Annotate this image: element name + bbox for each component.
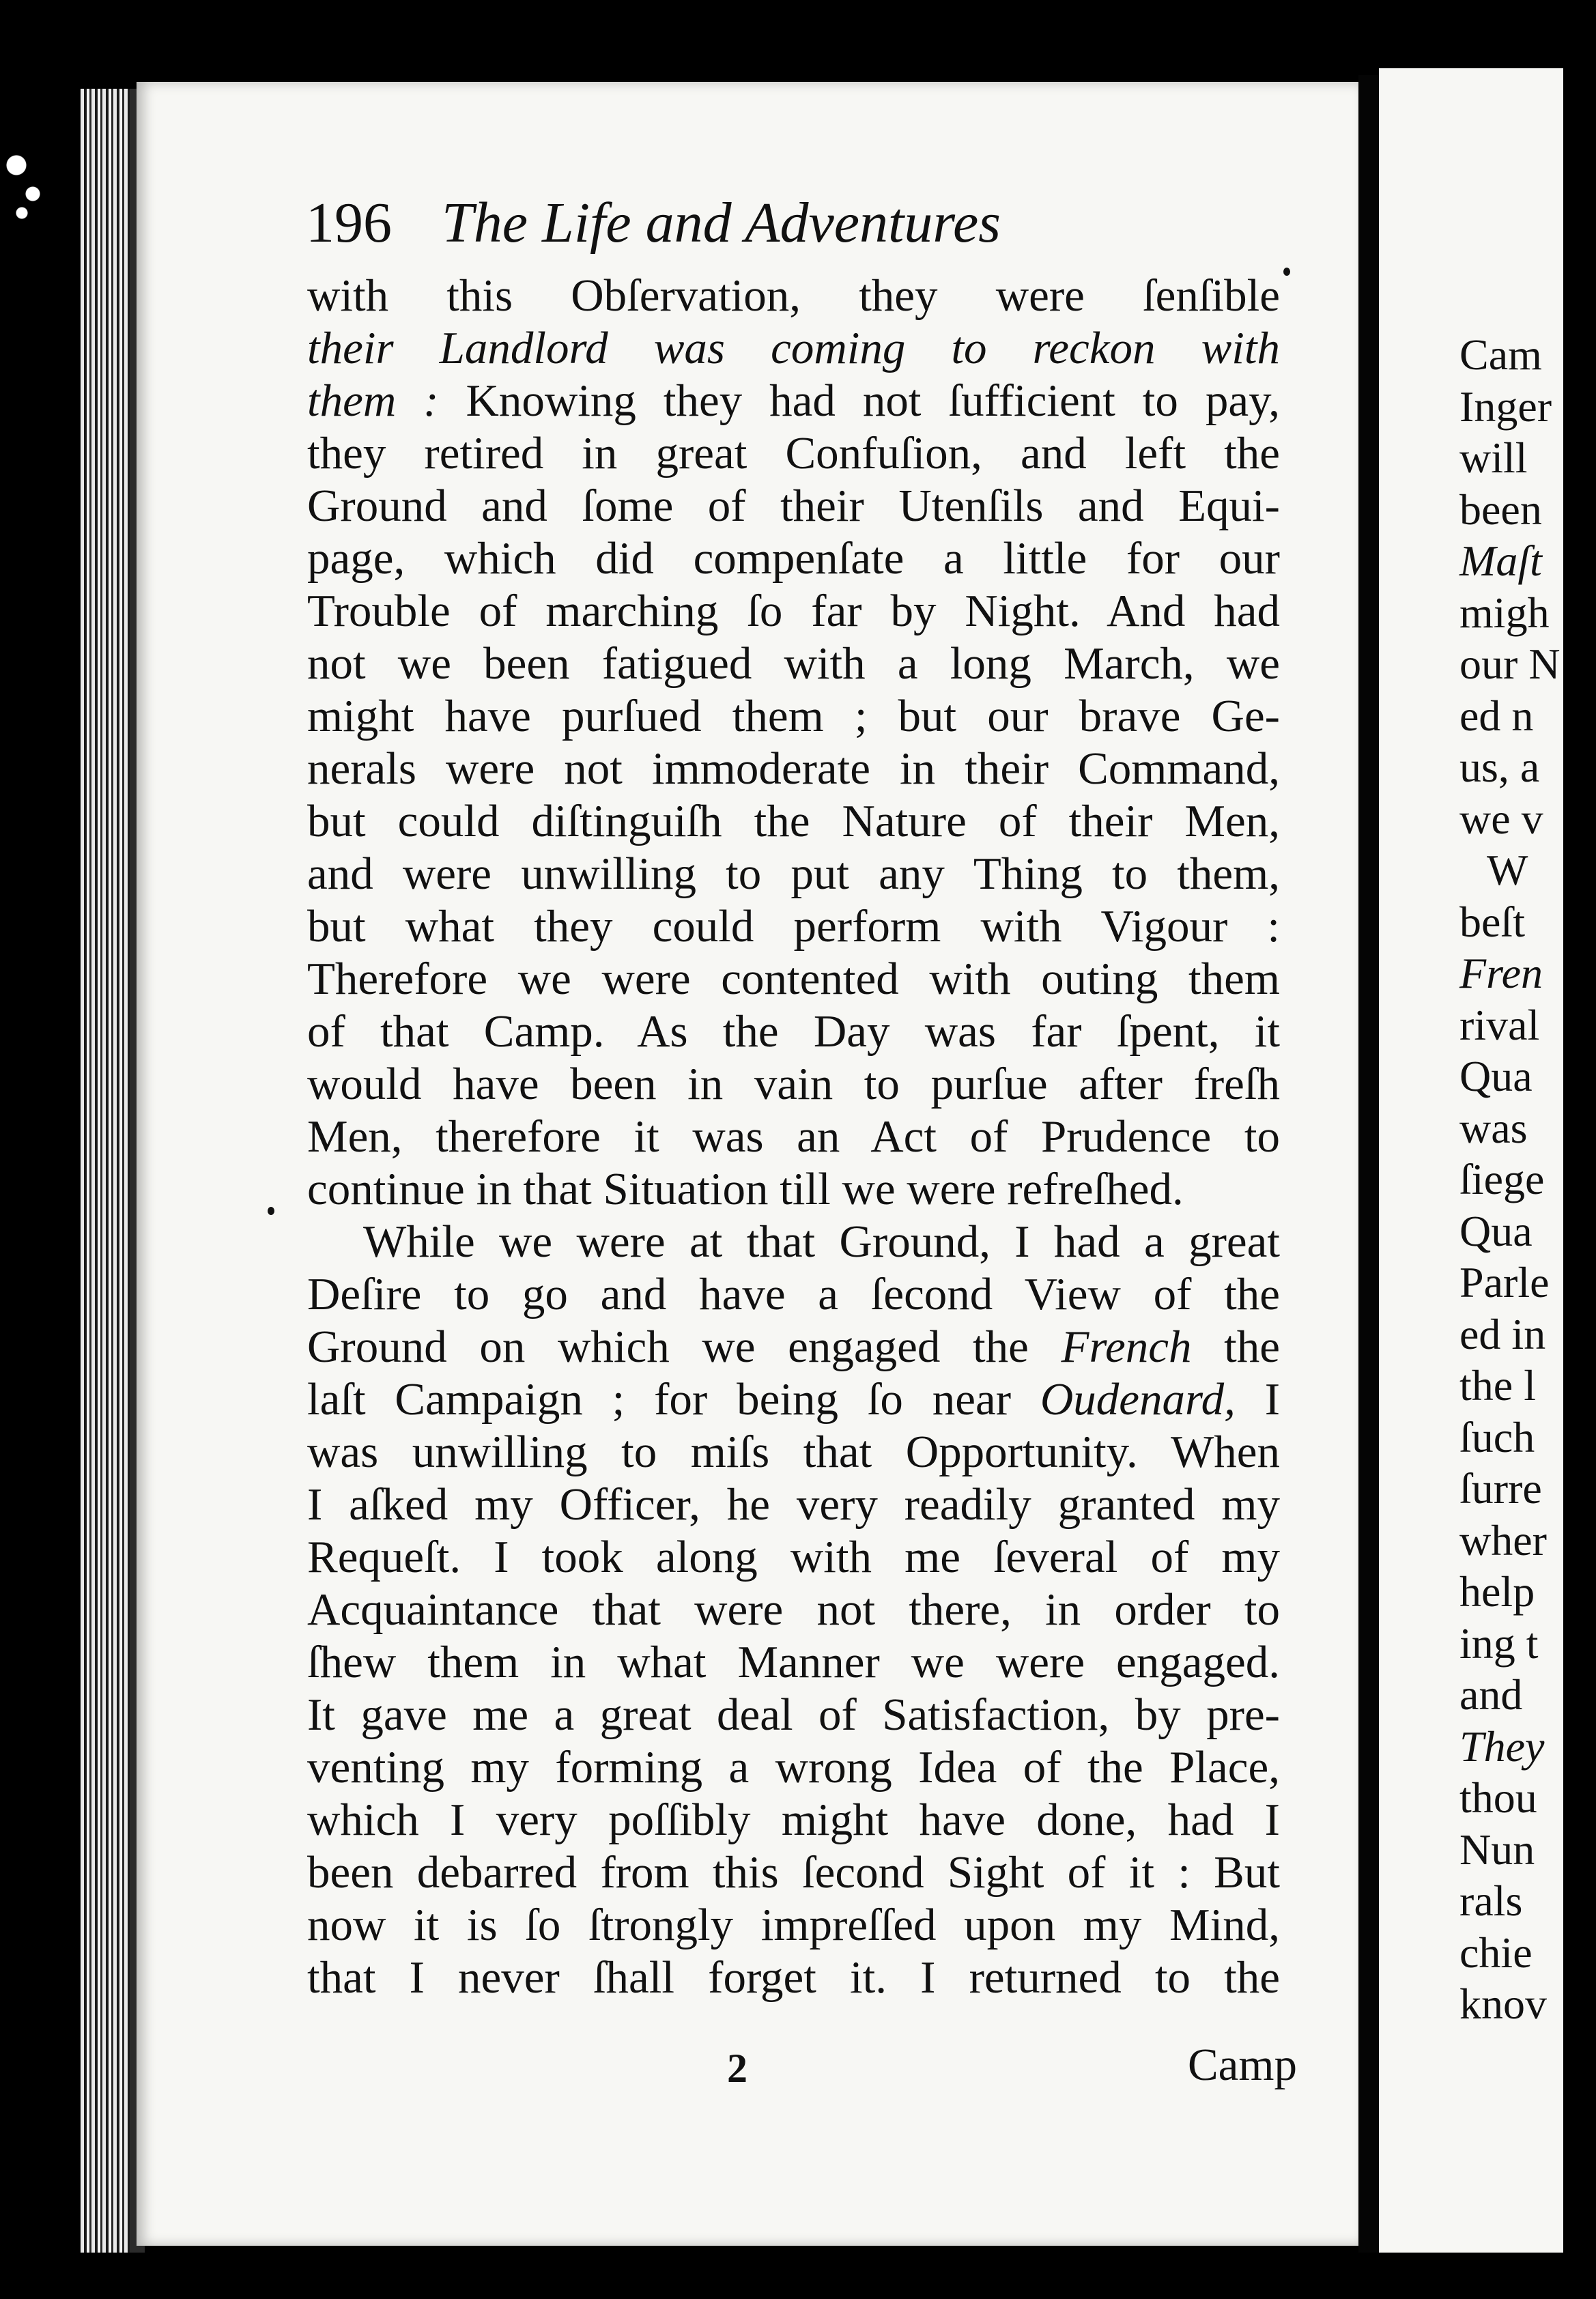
text-line: Deſire to go and have a ſecond View of the <box>307 1269 1280 1319</box>
facing-line: was <box>1459 1103 1528 1152</box>
text-line: now it is ſo ſtrongly impreſſed upon my Mind, <box>307 1900 1280 1950</box>
line-text: I <box>1264 1374 1280 1425</box>
signature-mark: 2 <box>727 2046 747 2091</box>
text-line: page, which did compenſate a little for our <box>307 533 1280 584</box>
text-line: been debarred from this ſecond Sight of it : But <box>307 1847 1280 1898</box>
text-line <box>307 375 1280 427</box>
facing-line: chie <box>1459 1928 1533 1977</box>
facing-line: Qua <box>1459 1206 1533 1255</box>
text-line: Therefore we were contented with outing them <box>307 954 1280 1004</box>
facing-line: Nun <box>1459 1825 1535 1874</box>
line-text: the <box>1224 1322 1281 1372</box>
facing-page <box>1379 68 1563 2253</box>
facing-line: Parle <box>1459 1258 1550 1306</box>
stray-mark <box>268 1207 274 1215</box>
italic-word: French <box>1061 1322 1192 1372</box>
text-line: their Landlord was coming to reckon with <box>307 323 1280 373</box>
line-text: laſt Campaign ; for being ſo near <box>307 1374 1012 1425</box>
facing-line: ing t <box>1459 1618 1539 1668</box>
facing-line: ed n <box>1459 691 1534 740</box>
facing-line: ſiege <box>1459 1155 1545 1203</box>
text-line <box>307 1321 1280 1373</box>
facing-line: rals <box>1459 1876 1523 1925</box>
text-line: Requeſt. I took along with me ſeveral of my <box>307 1532 1280 1582</box>
facing-line: migh <box>1459 588 1550 637</box>
text-line: Acquaintance that were not there, in order to <box>307 1584 1280 1635</box>
text-line: with this Obſervation, they were ſenſible <box>307 270 1280 321</box>
italic-word: Oudenard, <box>1040 1374 1236 1425</box>
italic-phrase: them : <box>307 375 439 426</box>
text-line: continue in that Situation till we were refreſhed. <box>307 1164 1184 1214</box>
facing-line: knov <box>1459 1980 1547 2028</box>
facing-line: beſt <box>1459 897 1525 946</box>
text-line: I aſked my Officer, he very readily granted my <box>307 1479 1280 1530</box>
facing-line: ſuch <box>1459 1412 1535 1461</box>
text-line: It gave me a great deal of Satisfaction, by pre- <box>307 1689 1280 1740</box>
facing-line: Cam <box>1459 330 1542 379</box>
facing-line: ed in <box>1459 1309 1546 1358</box>
facing-line: we v <box>1459 794 1543 843</box>
facing-line: wher <box>1459 1515 1547 1565</box>
facing-line: will <box>1459 433 1528 482</box>
facing-line: Qua <box>1459 1052 1533 1100</box>
facing-line: W <box>1487 846 1528 894</box>
text-line: would have been in vain to purſue after freſh <box>307 1059 1280 1109</box>
facing-line: the l <box>1459 1361 1536 1410</box>
facing-line: ſurre <box>1459 1464 1542 1513</box>
facing-line: They <box>1459 1722 1545 1771</box>
text-line: nerals were not immoderate in their Command, <box>307 743 1280 794</box>
text-line: might have purſued them ; but our brave Ge- <box>307 691 1280 741</box>
body-text <box>307 270 1280 2004</box>
text-line: but could diſtinguiſh the Nature of their Men, <box>307 796 1280 846</box>
text-line: but what they could perform with Vigour : <box>307 901 1280 952</box>
facing-line: us, a <box>1459 743 1540 791</box>
stray-mark <box>1283 268 1290 276</box>
facing-line: been <box>1459 485 1542 534</box>
text-line: which I very poſſibly might have done, had I <box>307 1795 1280 1845</box>
text-line: of that Camp. As the Day was far ſpent, it <box>307 1006 1280 1057</box>
line-text: Knowing they had not ſufficient to pay, <box>466 375 1280 426</box>
facing-page-text <box>1459 329 1596 2030</box>
text-line: While we were at that Ground, I had a great <box>363 1216 1280 1267</box>
text-line: that I never ſhall forget it. I returned to the <box>307 1952 1280 2003</box>
facing-line: Maſt <box>1459 537 1542 585</box>
line-text: Ground on which we engaged the <box>307 1322 1029 1372</box>
running-title: The Life and Adventures <box>442 191 1001 255</box>
facing-line: thou <box>1459 1773 1537 1822</box>
text-line: venting my forming a wrong Idea of the Place, <box>307 1742 1280 1793</box>
scan-speck <box>0 137 55 232</box>
text-line: not we been fatigued with a long March, we <box>307 638 1280 689</box>
facing-line: Inger <box>1459 382 1552 431</box>
text-line: and were unwilling to put any Thing to them, <box>307 848 1280 899</box>
text-line: was unwilling to miſs that Opportunity. When <box>307 1427 1280 1477</box>
text-line: they retired in great Confuſion, and left the <box>307 428 1280 479</box>
facing-line: and <box>1459 1670 1523 1719</box>
page-number: 196 <box>306 191 392 255</box>
facing-line: Fren <box>1459 949 1543 997</box>
text-line: Ground and ſome of their Utenſils and Equi- <box>307 481 1280 531</box>
text-line: ſhew them in what Manner we were engaged. <box>307 1637 1280 1687</box>
text-line: Trouble of marching ſo far by Night. And had <box>307 586 1280 636</box>
facing-line: help <box>1459 1567 1535 1616</box>
facing-line: rival <box>1459 1000 1540 1049</box>
text-line: Men, therefore it was an Act of Prudence to <box>307 1111 1280 1162</box>
catchword: Camp <box>1187 2040 1297 2090</box>
text-line <box>307 1373 1280 1426</box>
facing-line: our N <box>1459 640 1561 688</box>
page-header <box>306 179 1330 268</box>
